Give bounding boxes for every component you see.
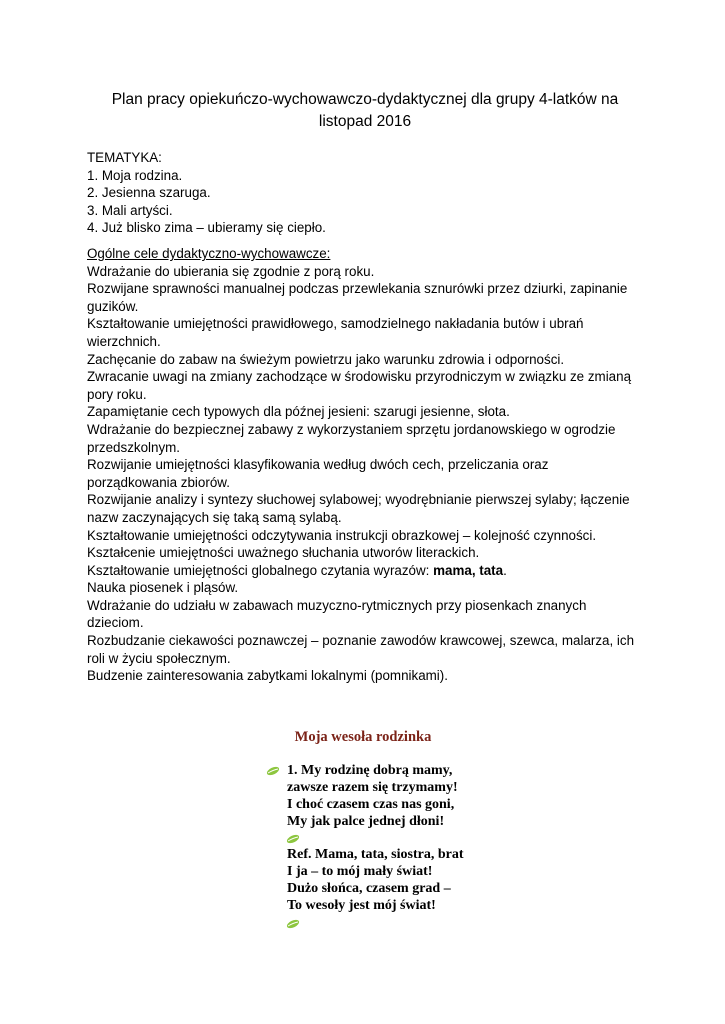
topic-item: 1. Moja rodzina. <box>87 167 183 183</box>
goal-line: nazw zaczynających się taką samą sylabą. <box>87 509 342 525</box>
goals-section <box>87 245 647 685</box>
song-refrain-line: Ref. Mama, tata, siostra, brat <box>287 847 464 862</box>
page-title-line-1: Plan pracy opiekuńczo-wychowawczo-dydaktycznej dla grupy 4-latków na <box>111 91 619 108</box>
topic-item: 3. Mali artyści. <box>87 202 173 218</box>
goal-line: Kształcenie umiejętności uważnego słuchania utworów literackich. <box>87 545 480 561</box>
goal-line: porządkowania zbiorów. <box>87 474 230 490</box>
goal-line: Zapamiętanie cech typowych dla późnej jesieni: szarugi jesienne, słota. <box>87 404 510 420</box>
goal-line: Rozwijane sprawności manualnej podczas przewlekania sznurówki przez dziurki, zapinanie <box>87 281 628 297</box>
goal-line: Budzenie zainteresowania zabytkami lokalnymi (pomnikami). <box>87 668 448 684</box>
topics-section <box>87 149 647 237</box>
goal-line: guzików. <box>87 298 139 314</box>
page-title <box>100 89 630 133</box>
goal-line: Wdrażanie do bezpiecznej zabawy z wykorzystaniem sprzętu jordanowskiego w ogrodzie <box>87 421 616 437</box>
goal-line: wierzchnich. <box>87 333 161 349</box>
reading-words: mama, tata <box>433 562 504 578</box>
goal-line: Rozwijanie umiejętności klasyfikowania według dwóch cech, przeliczania oraz <box>87 457 549 473</box>
page-title-line-2: listopad 2016 <box>318 113 412 130</box>
goal-line: Kształtowanie umiejętności odczytywania instrukcji obrazkowej – kolejność czynności. <box>87 527 597 543</box>
topic-item: 4. Już blisko zima – ubieramy się ciepło. <box>87 220 326 236</box>
goal-line: roli w życiu społecznym. <box>87 650 231 666</box>
song-refrain-line: I ja – to mój mały świat! <box>287 864 433 879</box>
song-verse-line: zawsze razem się trzymamy! <box>287 780 458 795</box>
goal-line-reading <box>87 562 647 580</box>
goal-line: pory roku. <box>87 386 147 402</box>
song-spacer <box>287 830 464 846</box>
goals-heading: Ogólne cele dydaktyczno-wychowawcze: <box>87 246 331 261</box>
song-refrain-line: Dużo słońca, czasem grad – <box>287 881 451 896</box>
song-verse-line: I choć czasem czas nas goni, <box>287 797 455 812</box>
goal-line: Rozwijanie analizy i syntezy słuchowej sylabowej; wyodrębnianie pierwszej sylaby; łączenie <box>87 492 630 508</box>
reading-prefix: Kształtowanie umiejętności globalnego czytania wyrazów: <box>87 562 434 578</box>
goal-line: Wdrażanie do ubierania się zgodnie z porą roku. <box>87 263 375 279</box>
leaf-icon <box>286 919 300 929</box>
topics-heading: TEMATYKA: <box>87 150 162 165</box>
song-verse-line: My jak palce jednej dłoni! <box>287 814 445 829</box>
song-verse-line: 1. My rodzinę dobrą mamy, <box>287 763 453 778</box>
song-lyrics <box>287 762 464 914</box>
goal-line: dzieciom. <box>87 615 144 631</box>
goal-line: Nauka piosenek i pląsów. <box>87 580 239 596</box>
leaf-icon <box>266 766 280 776</box>
goal-line: Kształtowanie umiejętności prawidłowego, samodzielnego nakładania butów i ubrań <box>87 316 584 332</box>
goal-line: Rozbudzanie ciekawości poznawczej – poznanie zawodów krawcowej, szewca, malarza, ich <box>87 633 635 649</box>
goal-line: Zachęcanie do zabaw na świeżym powietrzu jako warunku zdrowia i odporności. <box>87 351 565 367</box>
song-refrain-line: To wesoły jest mój świat! <box>287 898 436 913</box>
reading-suffix: . <box>503 562 507 578</box>
topic-item: 2. Jesienna szaruga. <box>87 185 211 201</box>
song-title: Moja wesoła rodzinka <box>294 729 432 745</box>
goal-line: przedszkolnym. <box>87 439 181 455</box>
goal-line: Wdrażanie do udziału w zabawach muzyczno-rytmicznych przy piosenkach znanych <box>87 597 587 613</box>
goal-line: Zwracanie uwagi na zmiany zachodzące w środowisku przyrodniczym w związku ze zmianą <box>87 369 632 385</box>
